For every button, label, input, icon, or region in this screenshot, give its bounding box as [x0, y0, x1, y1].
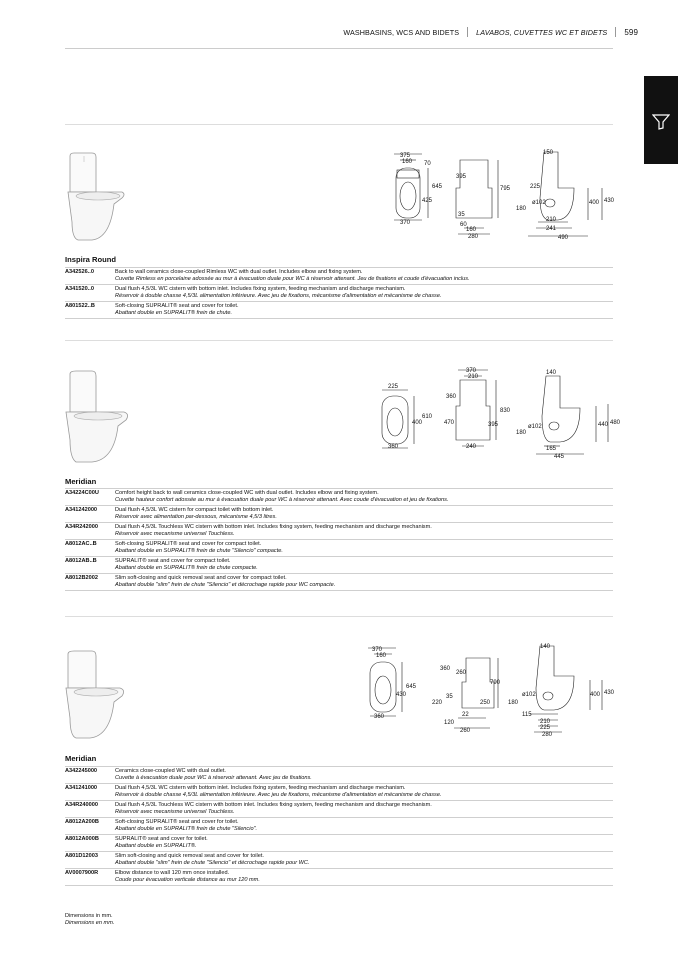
technical-drawing-inspira-round	[388, 148, 620, 244]
dim-label: 160	[376, 653, 387, 659]
dim-label: 60	[460, 222, 467, 228]
description-fr: Réservoir avec mecanisme universel Touchless.	[115, 531, 235, 537]
dim-label: 395	[456, 174, 467, 180]
dim-label: 225	[530, 184, 541, 190]
dim-label: 375	[400, 153, 411, 159]
dim-label: 35	[446, 694, 453, 700]
page-header	[343, 27, 638, 37]
dim-label: 140	[540, 644, 551, 650]
description-en: Dual flush 4,5/3L WC cistern with bottom inlet. Includes fixing system, feeding mechanism and discharge mechanism.	[115, 286, 406, 292]
description-en: Dual flush 4,5/3L WC cistern for compact toilet with bottom inlet.	[115, 507, 274, 513]
product-description	[115, 302, 613, 319]
section-title-fr: LAVABOS, CUVETTES WC ET BIDETS	[476, 27, 608, 37]
product-code: A801522..B	[65, 302, 115, 319]
dim-label: 830	[500, 408, 511, 414]
dim-label: 360	[388, 444, 399, 450]
spec-table	[65, 488, 613, 591]
dim-label: 430	[604, 690, 615, 696]
table-row	[65, 852, 613, 869]
product-description	[115, 784, 613, 801]
section-title-en: WASHBASINS, WCS AND BIDETS	[343, 27, 460, 37]
table-row	[65, 574, 613, 591]
dim-label: 250	[480, 700, 491, 706]
dim-label: 610	[422, 414, 433, 420]
product-code: A8012AC..B	[65, 540, 115, 557]
description-fr: Abattant double en SUPRALIT® frein de chute.	[115, 310, 232, 316]
dim-label: 210	[546, 217, 557, 223]
table-row	[65, 523, 613, 540]
product-code: A34R240000	[65, 801, 115, 818]
dim-label: 70	[424, 161, 431, 167]
product-code: A34224C00U	[65, 489, 115, 506]
table-row	[65, 302, 613, 319]
dim-label: 370	[466, 368, 477, 374]
description-fr: Cuvette Rimless en porcelaine adossée au mur à évacuation duale pour WC à réservoir attenant. Jeu de fixations et coude d'évacuation inclus.	[115, 276, 470, 282]
dim-label: 400	[412, 420, 423, 426]
product-title: Meridian	[65, 477, 97, 486]
product-description	[115, 523, 613, 540]
product-description	[115, 835, 613, 852]
dim-label: 790	[490, 680, 501, 686]
table-row	[65, 818, 613, 835]
description-en: Elbow distance to wall 120 mm once installed.	[115, 870, 230, 876]
description-en: Dual flush 4,5/3L Touchless WC cistern with bottom inlet. Includes fixing system, feeding mechanism and discharge mechanism.	[115, 802, 432, 808]
header-divider	[615, 27, 616, 37]
dim-label: ø102	[528, 424, 542, 430]
dim-label: 400	[590, 692, 601, 698]
description-en: Dual flush 4,5/3L Touchless WC cistern with bottom inlet. Includes fixing system, feeding mechanism and discharge mechanism.	[115, 524, 432, 530]
dim-label: 160	[466, 227, 477, 233]
description-fr: Abattant double "slim" frein de chute "Silencio" et décrochage rapide pour WC.	[115, 860, 310, 866]
dim-label: 150	[543, 150, 554, 156]
dim-label: 440	[598, 422, 609, 428]
description-en: Comfort height back to wall ceramics close-coupled WC with dual outlet. Includes elbow and fixing system.	[115, 490, 379, 496]
product-code: A342526..0	[65, 268, 115, 285]
description-fr: Réservoir avec alimentation par-dessous, mécanisme 4,5/3 litres.	[115, 514, 277, 520]
product-description	[115, 767, 613, 784]
dim-label: 260	[460, 728, 471, 734]
dim-label: 115	[522, 712, 532, 718]
product-description	[115, 540, 613, 557]
filter-funnel-icon	[652, 114, 670, 130]
description-en: Soft-closing SUPRALIT® seat and cover for toilet.	[115, 303, 239, 309]
product-description	[115, 285, 613, 302]
header-rule	[65, 48, 613, 49]
description-fr: Réservoir à double chasse 4,5/3L alimentation inférieure. Avec jeu de fixations, mécanisme d'alimentation et mécanisme de chasse.	[115, 293, 442, 299]
section-divider	[65, 124, 613, 125]
product-code: A34R242000	[65, 523, 115, 540]
toilet-photo-meridian-comfort	[62, 370, 134, 465]
product-code: AV0007900R	[65, 869, 115, 886]
dim-label: 360	[446, 394, 457, 400]
product-description	[115, 268, 613, 285]
dim-label: 490	[558, 235, 569, 241]
dim-label: 210	[468, 374, 479, 380]
dim-label: 140	[546, 370, 557, 376]
dim-label: 480	[610, 420, 620, 426]
dim-label: 280	[468, 234, 479, 240]
product-code: A801D12003	[65, 852, 115, 869]
dim-label: 220	[432, 700, 443, 706]
description-en: Back to wall ceramics close-coupled Rimless WC with dual outlet. Includes elbow and fixing system.	[115, 269, 363, 275]
dim-label: 225	[540, 725, 551, 731]
table-row	[65, 784, 613, 801]
table-row	[65, 268, 613, 285]
table-row	[65, 285, 613, 302]
dim-label: 430	[604, 198, 615, 204]
product-description	[115, 489, 613, 506]
table-row	[65, 767, 613, 784]
description-en: Ceramics close-coupled WC with dual outlet.	[115, 768, 226, 774]
dim-label: 160	[402, 159, 413, 165]
spec-table	[65, 766, 613, 886]
dim-label: 395	[488, 422, 499, 428]
description-fr: Abattant double "slim" frein de chute "Silencio" et décrochage rapide pour WC compacte.	[115, 582, 336, 588]
dim-label: 22	[462, 712, 469, 718]
dim-label: 225	[388, 384, 399, 390]
dim-label: 445	[554, 454, 565, 460]
header-divider	[467, 27, 468, 37]
dim-label: 645	[432, 184, 443, 190]
description-fr: Réservoir à double chasse 4,5/3L alimentation inférieure. Avec jeu de fixations, mécanisme d'alimentation et mécanisme de chasse.	[115, 792, 442, 798]
product-code: A341520..0	[65, 285, 115, 302]
table-row	[65, 557, 613, 574]
section-divider	[65, 616, 613, 617]
dim-label: 180	[516, 206, 527, 212]
product-description	[115, 506, 613, 523]
dim-label: 280	[542, 732, 553, 738]
description-fr: Réservoir avec mecanisme universel Touchless.	[115, 809, 235, 815]
product-title: Meridian	[65, 754, 97, 763]
dim-label: 645	[406, 684, 417, 690]
dim-label: 360	[374, 714, 385, 720]
product-description	[115, 852, 613, 869]
product-description	[115, 818, 613, 835]
section-divider	[65, 340, 613, 341]
dim-label: ø102	[522, 692, 536, 698]
toilet-photo-inspira-round	[62, 152, 132, 244]
dim-label: 210	[540, 719, 551, 725]
dim-label: 180	[508, 700, 519, 706]
dim-label: 120	[444, 720, 455, 726]
product-code: A342245000	[65, 767, 115, 784]
description-en: Soft-closing SUPRALIT® seat and cover for toilet.	[115, 819, 239, 825]
footnote	[65, 913, 114, 927]
description-fr: Coude pour évacuation verticale distance au mur 120 mm.	[115, 877, 260, 883]
description-en: Dual flush 4,5/3L WC cistern with bottom inlet. Includes fixing system, feeding mechanism and discharge mechanism.	[115, 785, 406, 791]
dim-label: 470	[444, 420, 455, 426]
technical-drawing-meridian	[362, 642, 620, 738]
section-tab[interactable]	[644, 76, 678, 164]
technical-drawing-meridian-comfort	[374, 366, 620, 462]
table-row	[65, 869, 613, 886]
description-fr: Abattant double en SUPRALIT® frein de chute "Silencio" compacte.	[115, 548, 283, 554]
description-fr: Abattant double en SUPRALIT® frein de chute compacte.	[115, 565, 258, 571]
footnote-en: Dimensions in mm.	[65, 913, 113, 919]
description-fr: Abattant double en SUPRALIT®.	[115, 843, 197, 849]
product-code: A341242000	[65, 506, 115, 523]
description-en: Soft-closing SUPRALIT® seat and cover for compact toilet.	[115, 541, 262, 547]
dim-label: 430	[396, 692, 407, 698]
product-description	[115, 557, 613, 574]
dim-label: 400	[589, 200, 600, 206]
description-fr: Abattant double en SUPRALIT® frein de chute "Silencio".	[115, 826, 258, 832]
product-code: A8012A000B	[65, 835, 115, 852]
product-description	[115, 574, 613, 591]
dim-label: 360	[440, 666, 451, 672]
dim-label: 260	[456, 670, 467, 676]
table-row	[65, 506, 613, 523]
dim-label: 240	[466, 444, 477, 450]
description-fr: Cuvette hauteur confort adossée au mur à évacuation duale pour WC à réservoir attenant. Avec coude d'évacuation et jeu de fixations.	[115, 497, 449, 503]
product-code: A8012A200B	[65, 818, 115, 835]
dim-label: 425	[422, 198, 433, 204]
product-code: A341241000	[65, 784, 115, 801]
table-row	[65, 801, 613, 818]
product-code: A8012B2002	[65, 574, 115, 591]
table-row	[65, 489, 613, 506]
product-description	[115, 801, 613, 818]
description-fr: Cuvette à évacuation duale pour WC à réservoir attenant. Avec jeu de fixations.	[115, 775, 312, 781]
description-en: Slim soft-closing and quick removal seat and cover for toilet.	[115, 853, 264, 859]
description-en: SUPRALIT® seat and cover for compact toilet.	[115, 558, 231, 564]
dim-label: ø102	[532, 200, 546, 206]
footnote-fr: Dimensions en mm.	[65, 920, 115, 926]
dim-label: 35	[458, 212, 465, 218]
dim-label: 370	[372, 647, 383, 653]
page-number: 599	[624, 27, 638, 37]
table-row	[65, 540, 613, 557]
dim-label: 795	[500, 186, 511, 192]
product-description	[115, 869, 613, 886]
product-code: A8012AB..B	[65, 557, 115, 574]
toilet-photo-meridian	[62, 650, 128, 742]
spec-table	[65, 267, 613, 319]
description-en: SUPRALIT® seat and cover for toilet.	[115, 836, 208, 842]
dim-label: 241	[546, 226, 557, 232]
dim-label: 370	[400, 220, 411, 226]
product-title: Inspira Round	[65, 255, 117, 264]
table-row	[65, 835, 613, 852]
description-en: Slim soft-closing and quick removal seat and cover for compact toilet.	[115, 575, 287, 581]
dim-label: 165	[546, 446, 557, 452]
dim-label: 180	[516, 430, 527, 436]
